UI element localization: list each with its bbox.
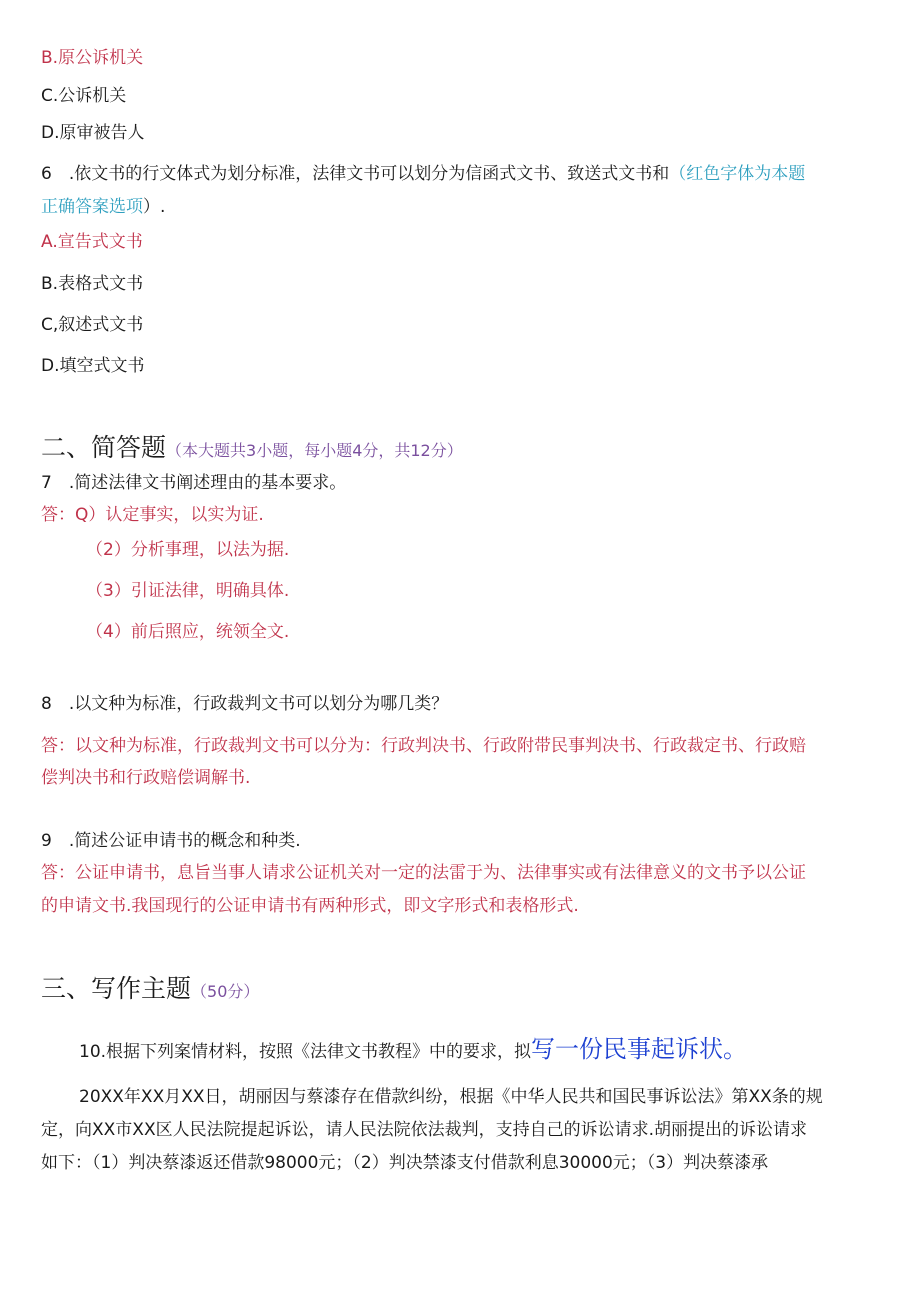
- q7-question: 7 .简述法律文书阐述理由的基本要求。: [41, 473, 347, 493]
- q9-question: 9 .简述公证申请书的概念和种类.: [41, 831, 301, 851]
- q7-answer-3: （3）引证法律，明确具体.: [86, 581, 290, 601]
- q6-hint-start: （红色字体为本题: [669, 164, 806, 184]
- q7-answer-2: （2）分析事理，以法为据.: [86, 540, 290, 560]
- q6-stem-continued: [41, 195, 165, 219]
- q6-option-a: A.宣告式文书: [41, 232, 143, 252]
- q7-answer-1: 答：Q）认定事实，以实为证.: [41, 505, 264, 525]
- q10-intro: [79, 1034, 747, 1067]
- q8-answer-line-1: 答：以文种为标准，行政裁判文书可以分为：行政判决书、行政附带民事判决书、行政裁定书、行政赔: [41, 736, 806, 756]
- section-3-note: （50分）: [191, 982, 260, 1001]
- section-2-note: （本大题共3小题，每小题4分，共12分）: [166, 441, 463, 460]
- section-2-title: 二、简答题: [41, 433, 167, 462]
- section-2-heading: [41, 431, 463, 468]
- q9-answer-line-2: 的申请文书.我国现行的公证申请书有两种形式，即文字形式和表格形式.: [41, 896, 579, 916]
- q8-question: 8 .以文种为标准，行政裁判文书可以划分为哪几类？: [41, 694, 449, 714]
- q5-option-b: B.原公诉机关: [41, 48, 144, 68]
- q10-paragraph-line-2: 定，向XX市XX区人民法院提起诉讼，请人民法院依法裁判，支持自己的诉讼请求.胡丽提出的诉讼请求: [41, 1120, 807, 1140]
- q10-paragraph-line-3: 如下：（1）判决蔡漆返还借款98000元；（2）判决禁漆支付借款利息30000元；（3）判决蔡漆承: [41, 1153, 769, 1173]
- q8-answer-line-2: 偿判决书和行政赔偿调解书.: [41, 768, 251, 788]
- q10-intro-highlight: 写一份民事起诉状。: [531, 1035, 748, 1063]
- q6-option-d: D.填空式文书: [41, 356, 145, 376]
- q10-paragraph-line-1: 20XX年XX月XX日，胡丽因与蔡漆存在借款纠纷，根据《中华人民共和国民事诉讼法》第XX条的规: [79, 1087, 823, 1107]
- q6-stem-text: 6 .依文书的行文体式为划分标准，法律文书可以划分为信函式文书、致送式文书和: [41, 164, 670, 184]
- q9-answer-line-1: 答：公证申请书，息旨当事人请求公证机关对一定的法雷于为、法律事实或有法律意义的文书予以公证: [41, 863, 806, 883]
- section-3-title: 三、写作主题: [41, 974, 192, 1003]
- q6-option-b: B.表格式文书: [41, 274, 144, 294]
- q6-stem-end: ）.: [143, 197, 166, 217]
- q5-option-d: D.原审被告人: [41, 123, 145, 143]
- q7-answer-4: （4）前后照应，统领全文.: [86, 622, 290, 642]
- q6-option-c: C,叙述式文书: [41, 315, 144, 335]
- q6-hint-end: 正确答案选项: [41, 197, 143, 217]
- section-3-heading: [41, 972, 259, 1009]
- q5-option-c: C.公诉机关: [41, 86, 127, 106]
- q10-intro-text: 10.根据下列案情材料，按照《法律文书教程》中的要求，拟: [79, 1042, 532, 1062]
- q6-stem: [41, 162, 805, 186]
